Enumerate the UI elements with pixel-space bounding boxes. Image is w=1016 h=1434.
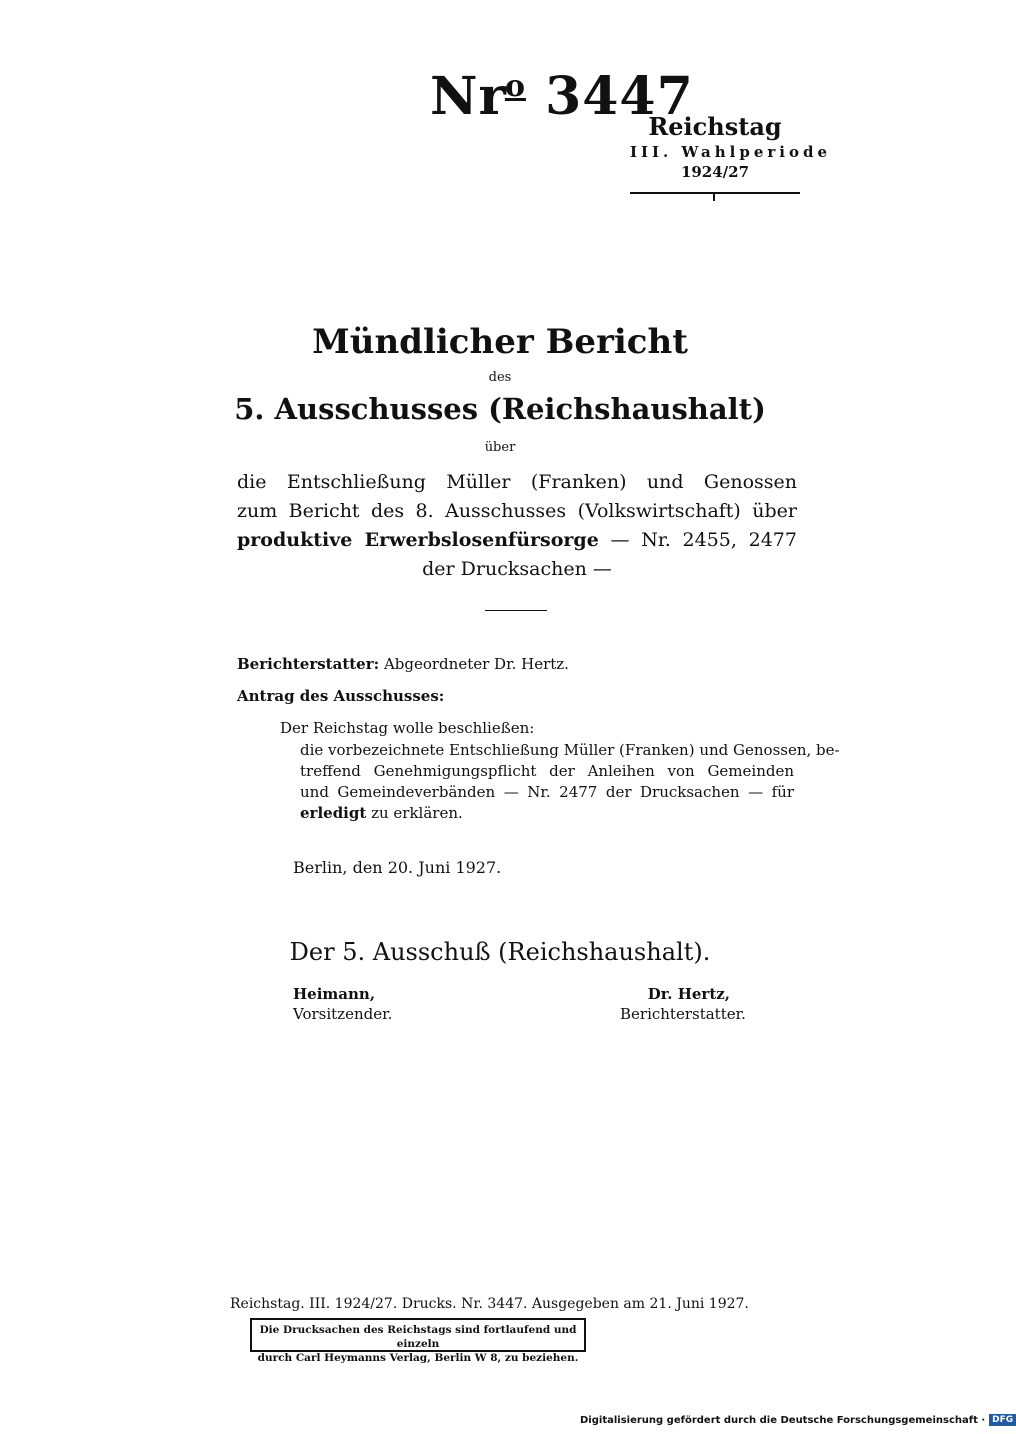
reporter-value: Abgeordneter Dr. Hertz. [379,655,569,673]
signature-chairman [293,984,392,1024]
subject-block [237,468,797,584]
reichstag-header [630,112,832,181]
wahlperiode: III. Wahlperiode [630,143,832,161]
document-number-prefix: Nr [430,66,507,127]
publisher-notice-box [250,1318,586,1364]
antrag-decision: erledigt [300,804,367,822]
digitization-text: Digitalisierung gefördert durch die Deutsche Forschungsgemeinschaft · [580,1415,986,1426]
chairman-role: Vorsitzender. [293,1005,393,1023]
antrag-line-1: die vorbezeichnete Entschließung Müller (Franken) und Genossen, be- [300,741,840,759]
reichstag-title: Reichstag [648,112,782,141]
antrag-intro: Der Reichstag wolle beschließen: [280,719,535,737]
header-underline-tick [713,192,715,201]
place-date: Berlin, den 20. Juni 1927. [293,858,502,877]
subject-line-4: der Drucksachen — [422,558,612,580]
subject-numbers: — Nr. 2455, 2477 [598,529,797,551]
antrag-line-3: und Gemeindeverbänden — Nr. 2477 der Drucksachen — für [300,783,794,801]
antrag-text [300,740,840,824]
separator-rule [485,610,547,611]
report-title: Mündlicher Bericht [312,322,688,362]
antrag-label: Antrag des Ausschusses: [237,687,445,705]
period-years: 1924/27 [680,163,750,181]
signature-heading: Der 5. Ausschuß (Reichshaushalt). [289,938,711,966]
subject-topic: produktive Erwerbslosenfürsorge [237,529,599,551]
publisher-notice-line-2: durch Carl Heymanns Verlag, Berlin W 8, zu beziehen. [257,1352,579,1364]
antrag-line-4-rest: zu erklären. [366,804,463,822]
publisher-notice-line-1: Die Drucksachen des Reichstags sind fortlaufend und einzeln [259,1324,577,1350]
connector-des: des [488,370,512,385]
signature-reporter [620,984,746,1024]
connector-ueber: über [484,440,516,455]
subject-line-1: die Entschließung Müller (Franken) und Genossen [237,471,797,493]
document-number: Nr$^o$ 3447 [430,66,694,127]
dfg-logo: DFG [989,1414,1016,1426]
committee-title: 5. Ausschusses (Reichshaushalt) [234,392,766,426]
footer-line: Reichstag. III. 1924/27. Drucks. Nr. 3447. Ausgegeben am 21. Juni 1927. [230,1296,749,1312]
document-number-value: 3447 [545,66,694,127]
reporter-label: Berichterstatter: [237,655,380,673]
reporter-line [237,654,569,675]
digitization-credit [580,1414,1016,1426]
header-underline [630,192,800,194]
subject-line-3 [237,526,797,555]
subject-line-2: zum Bericht des 8. Ausschusses (Volkswirtschaft) über [237,500,797,522]
antrag-line-4 [300,803,794,824]
chairman-name: Heimann, [293,985,376,1003]
reporter-signature-role: Berichterstatter. [620,1005,746,1023]
antrag-line-2: treffend Genehmigungspflicht der Anleihen von Gemeinden [300,762,794,780]
reporter-signature-name: Dr. Hertz, [647,985,730,1003]
